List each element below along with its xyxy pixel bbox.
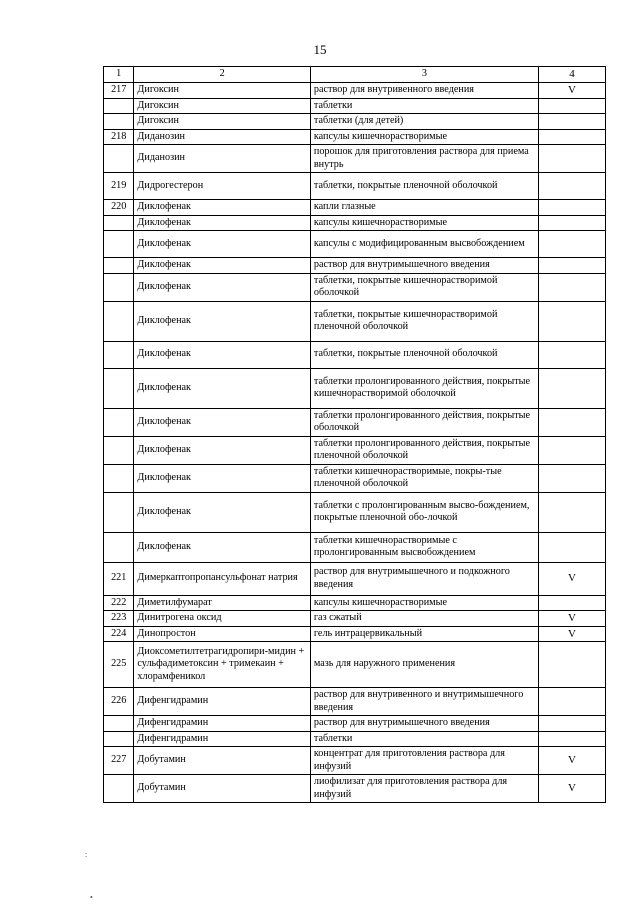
row-number: 226 <box>104 688 134 716</box>
dosage-form: таблетки, покрытые кишечнорастворимой пленочной оболочкой <box>310 301 538 341</box>
table-row <box>104 626 606 642</box>
row-number: 225 <box>104 642 134 688</box>
dosage-form: капсулы кишечнорастворимые <box>310 129 538 145</box>
drug-name: Дидрогестерон <box>134 173 310 200</box>
mark-cell: V <box>539 562 606 595</box>
row-number <box>104 408 134 436</box>
table-row <box>104 532 606 562</box>
table-header-row <box>104 67 606 83</box>
table-row <box>104 145 606 173</box>
mark-cell <box>539 532 606 562</box>
table-row <box>104 98 606 114</box>
mark-cell <box>539 464 606 492</box>
table-row <box>104 273 606 301</box>
mark-cell <box>539 273 606 301</box>
table-row <box>104 688 606 716</box>
drug-name: Диклофенак <box>134 258 310 274</box>
table-row <box>104 368 606 408</box>
row-number <box>104 98 134 114</box>
drug-name: Диклофенак <box>134 436 310 464</box>
table-row <box>104 464 606 492</box>
dosage-form: таблетки пролонгированного действия, покрытые пленочной оболочкой <box>310 436 538 464</box>
mark-cell <box>539 98 606 114</box>
drug-name: Диданозин <box>134 145 310 173</box>
mark-cell <box>539 642 606 688</box>
table-row <box>104 408 606 436</box>
dosage-form: таблетки <box>310 98 538 114</box>
dosage-form: таблетки (для детей) <box>310 114 538 130</box>
table-row <box>104 716 606 732</box>
mark-cell <box>539 215 606 231</box>
header-col-name: 2 <box>134 67 310 83</box>
drug-name: Дигоксин <box>134 83 310 99</box>
dosage-form: капли глазные <box>310 200 538 216</box>
drug-name: Диклофенак <box>134 231 310 258</box>
dosage-form: капсулы кишечнорастворимые <box>310 215 538 231</box>
dosage-form: капсулы кишечнорастворимые <box>310 595 538 611</box>
mark-cell <box>539 368 606 408</box>
dosage-form: газ сжатый <box>310 611 538 627</box>
dosage-form: таблетки, покрытые пленочной оболочкой <box>310 341 538 368</box>
dosage-form: концентрат для приготовления раствора для инфузий <box>310 747 538 775</box>
row-number <box>104 716 134 732</box>
dosage-form: таблетки пролонгированного действия, покрытые оболочкой <box>310 408 538 436</box>
header-col-mark: 4 <box>539 67 606 83</box>
drug-name: Диклофенак <box>134 532 310 562</box>
mark-cell <box>539 173 606 200</box>
dosage-form: гель интрацервикальный <box>310 626 538 642</box>
row-number <box>104 231 134 258</box>
drug-name: Дигоксин <box>134 114 310 130</box>
table-row <box>104 595 606 611</box>
drug-name: Дифенгидрамин <box>134 716 310 732</box>
row-number: 218 <box>104 129 134 145</box>
row-number: 222 <box>104 595 134 611</box>
row-number <box>104 301 134 341</box>
table-row <box>104 301 606 341</box>
drug-name: Динопростон <box>134 626 310 642</box>
mark-cell <box>539 258 606 274</box>
mark-cell <box>539 114 606 130</box>
row-number: 220 <box>104 200 134 216</box>
mark-cell: V <box>539 747 606 775</box>
drug-name: Диклофенак <box>134 492 310 532</box>
row-number <box>104 258 134 274</box>
drug-name: Димеркаптопропансульфонат натрия <box>134 562 310 595</box>
dosage-form: раствор для внутривенного введения <box>310 83 538 99</box>
mark-cell <box>539 145 606 173</box>
table-row <box>104 611 606 627</box>
drug-name: Диклофенак <box>134 408 310 436</box>
table-row <box>104 747 606 775</box>
header-col-number: 1 <box>104 67 134 83</box>
mark-cell <box>539 200 606 216</box>
row-number: 217 <box>104 83 134 99</box>
dosage-form: раствор для внутримышечного введения <box>310 716 538 732</box>
mark-cell <box>539 408 606 436</box>
row-number: 223 <box>104 611 134 627</box>
table-body <box>104 83 606 803</box>
dosage-form: таблетки <box>310 731 538 747</box>
table-row <box>104 215 606 231</box>
row-number <box>104 436 134 464</box>
row-number <box>104 273 134 301</box>
row-number <box>104 215 134 231</box>
mark-cell <box>539 231 606 258</box>
mark-cell <box>539 341 606 368</box>
table-row <box>104 258 606 274</box>
drug-name: Диклофенак <box>134 200 310 216</box>
dosage-form: мазь для наружного применения <box>310 642 538 688</box>
dosage-form: раствор для внутримышечного введения <box>310 258 538 274</box>
mark-cell <box>539 129 606 145</box>
mark-cell <box>539 436 606 464</box>
row-number <box>104 731 134 747</box>
row-number <box>104 464 134 492</box>
drug-table <box>103 66 606 803</box>
table-row <box>104 731 606 747</box>
row-number: 221 <box>104 562 134 595</box>
table-row <box>104 642 606 688</box>
table-row <box>104 562 606 595</box>
row-number <box>104 114 134 130</box>
dosage-form: таблетки кишечнорастворимые с пролонгированным высвобождением <box>310 532 538 562</box>
dosage-form: таблетки, покрытые кишечнорастворимой оболочкой <box>310 273 538 301</box>
drug-name: Дифенгидрамин <box>134 688 310 716</box>
drug-name: Диклофенак <box>134 215 310 231</box>
row-number: 227 <box>104 747 134 775</box>
row-number <box>104 145 134 173</box>
table-row <box>104 129 606 145</box>
table-row <box>104 436 606 464</box>
header-col-form: 3 <box>310 67 538 83</box>
row-number <box>104 532 134 562</box>
mark-cell <box>539 301 606 341</box>
dosage-form: таблетки, покрытые пленочной оболочкой <box>310 173 538 200</box>
drug-name: Дигоксин <box>134 98 310 114</box>
row-number: 219 <box>104 173 134 200</box>
mark-cell: V <box>539 626 606 642</box>
table-row <box>104 775 606 803</box>
mark-cell: V <box>539 83 606 99</box>
drug-name: Диоксометилтетрагидропири-мидин + сульфадиметоксин + тримекаин + хлорамфеникол <box>134 642 310 688</box>
row-number <box>104 492 134 532</box>
margin-dot: • <box>90 893 93 902</box>
dosage-form: раствор для внутримышечного и подкожного введения <box>310 562 538 595</box>
drug-name: Диклофенак <box>134 368 310 408</box>
table-row <box>104 173 606 200</box>
drug-name: Добутамин <box>134 775 310 803</box>
drug-name: Диклофенак <box>134 464 310 492</box>
dosage-form: лиофилизат для приготовления раствора для инфузий <box>310 775 538 803</box>
margin-mark: : <box>85 850 88 859</box>
row-number: 224 <box>104 626 134 642</box>
row-number <box>104 341 134 368</box>
table-row <box>104 341 606 368</box>
row-number <box>104 775 134 803</box>
mark-cell <box>539 595 606 611</box>
drug-name: Диметилфумарат <box>134 595 310 611</box>
drug-name: Диданозин <box>134 129 310 145</box>
drug-name: Диклофенак <box>134 301 310 341</box>
mark-cell: V <box>539 775 606 803</box>
row-number <box>104 368 134 408</box>
mark-cell: V <box>539 611 606 627</box>
drug-name: Диклофенак <box>134 273 310 301</box>
mark-cell <box>539 688 606 716</box>
mark-cell <box>539 492 606 532</box>
dosage-form: таблетки пролонгированного действия, покрытые кишечнорастворимой оболочкой <box>310 368 538 408</box>
dosage-form: порошок для приготовления раствора для приема внутрь <box>310 145 538 173</box>
drug-name: Динитрогена оксид <box>134 611 310 627</box>
page-number: 15 <box>313 42 327 57</box>
table-row <box>104 200 606 216</box>
dosage-form: таблетки кишечнорастворимые, покры-тые пленочной оболочкой <box>310 464 538 492</box>
dosage-form: капсулы с модифицированным высвобождением <box>310 231 538 258</box>
drug-name: Диклофенак <box>134 341 310 368</box>
table-row <box>104 231 606 258</box>
drug-name: Дифенгидрамин <box>134 731 310 747</box>
drug-name: Добутамин <box>134 747 310 775</box>
table-row <box>104 114 606 130</box>
dosage-form: таблетки с пролонгированным высво-бождением, покрытые пленочной обо-лочкой <box>310 492 538 532</box>
dosage-form: раствор для внутривенного и внутримышечного введения <box>310 688 538 716</box>
mark-cell <box>539 716 606 732</box>
table-row <box>104 83 606 99</box>
mark-cell <box>539 731 606 747</box>
table-row <box>104 492 606 532</box>
